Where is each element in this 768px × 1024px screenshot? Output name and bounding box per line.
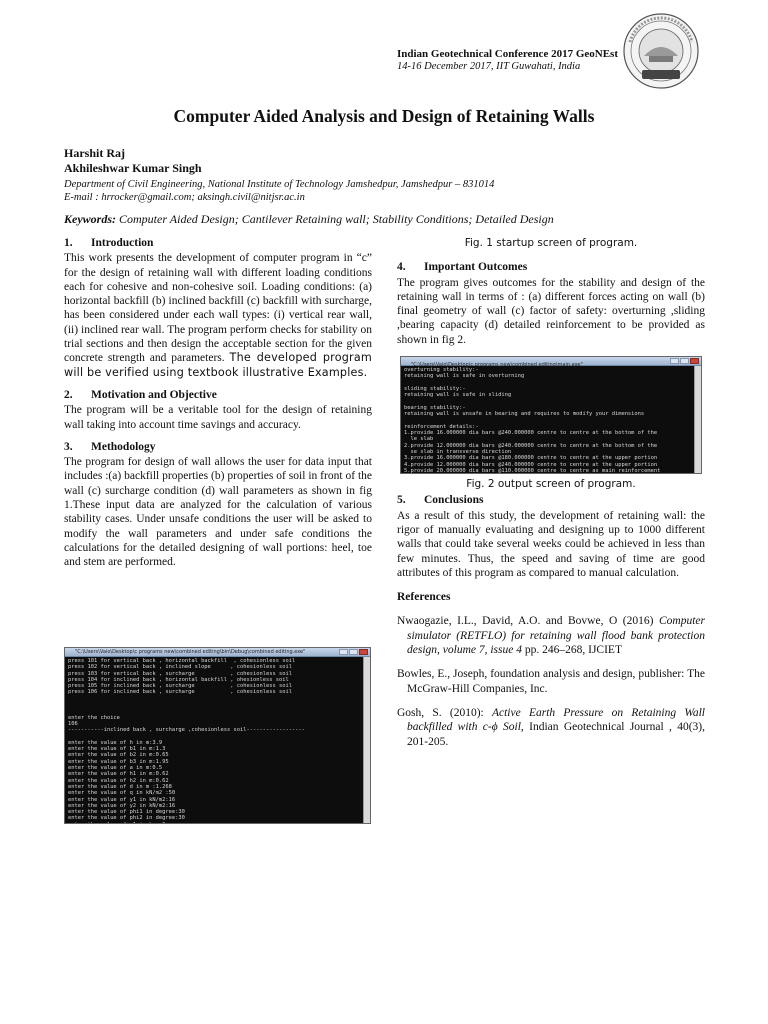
conference-date: 14-16 December 2017, IIT Guwahati, India [396, 61, 581, 72]
console-line: 106 [68, 720, 78, 727]
console-output [401, 366, 701, 474]
section-heading-introduction: 1. Introduction [64, 237, 154, 249]
references-heading: References [397, 591, 451, 604]
figure-2-console-screenshot [400, 356, 702, 474]
keywords [64, 212, 704, 227]
console-line: sliding stability:- [404, 385, 466, 392]
console-line: press 103 for vertical back , surcharge , cohesionless soil [68, 670, 292, 677]
console-line: enter the value of phi1 in degree:30 [68, 809, 185, 816]
console-titlebar [65, 648, 370, 657]
console-line: 5.provide 20.000000 dia bars @110.000000 centre to centre as main reinforcement [404, 467, 661, 474]
figure-1-console-screenshot [64, 647, 371, 824]
console-output [65, 657, 370, 824]
reference-item: Nwaogazie, I.L., David, A.O. and Bovwe, O (2016) Computer simulator (RETFLO) for retaining wall flood bank protection design, volume 7, issue 4 pp. 246–268, IJCIET [397, 615, 705, 657]
console-scrollbar [694, 366, 701, 473]
console-line: enter the choice [68, 714, 120, 721]
console-line: enter the value of b2 in m:0.65 [68, 752, 169, 759]
console-line: retaining wall is safe in sliding [404, 392, 512, 399]
console-line: press 104 for inclined back , horizontal backfill , ohesionless soil [68, 676, 289, 683]
console-line: se slab in transverse direction [404, 448, 512, 455]
section-body-outcomes: The program gives outcomes for the stability and design of the retaining wall in terms of : (a) different forces acting on wall (b) final geometry of wall (c) factor of safety: overturning ,sliding ,bearing capacity (d) detailed reinforcement to be provided as shown in fig 2. [397, 276, 705, 346]
minimize-icon [670, 358, 679, 364]
console-line [68, 822, 367, 824]
author-block [64, 146, 704, 204]
intro-sans-sentence: The developed program will be verified using textbook illustrative Examples. [64, 351, 372, 379]
console-line: press 106 for inclined back , surcharge , cohesionless soil [68, 689, 292, 696]
section-heading-methodology: 3. Methodology [64, 440, 156, 453]
paper-title: Computer Aided Analysis and Design of Retaining Walls [173, 106, 595, 126]
section-body-motivation: The program will be a veritable tool for the design of retaining wall taking into account time savings and accuracy. [64, 404, 372, 431]
figure-2-caption: Fig. 2 output screen of program. [466, 478, 636, 491]
console-line: enter the value of b3 in m:1.95 [68, 758, 169, 765]
keywords-label: Keywords: [64, 212, 116, 226]
left-column [64, 236, 372, 570]
maximize-icon [680, 358, 689, 364]
keywords-text: Computer Aided Design; Cantilever Retaining wall; Stability Conditions; Detailed Design [119, 212, 554, 226]
console-scrollbar [363, 657, 370, 823]
console-line: enter the value of h2 in m:0.62 [68, 777, 169, 784]
console-window-title: "C:\Users\Vaio\Desktop\c programs new\combined editing\bin\Debug\combined editing.exe" [75, 649, 306, 655]
author-name: Akhileshwar Kumar Singh [64, 161, 202, 175]
conference-header [397, 48, 618, 72]
section-body-conclusions: As a result of this study, the development of retaining wall: the rigor of manually evaluating and designing up to 1000 different walls that could take several weeks could be achieved in less than few minutes. Thus, the speed and saving of time are good attributes of this program as compared to manual calculation. [397, 509, 705, 579]
console-line: retaining wall is safe in overturning [404, 373, 525, 380]
console-line: -----------inclined back , surcharge ,cohesionless soil------------------ [68, 727, 305, 734]
console-line: 4.provide 12.000000 dia bars @240.000000 centre to centre at the upper portion [404, 461, 658, 468]
author-email: E-mail : hrrocker@gmail.com; aksingh.civil@nitjsr.ac.in [64, 192, 305, 203]
right-column [397, 236, 705, 759]
section-body-methodology: The program for design of wall allows the user for data input that includes :(a) backfill properties (b) properties of soil in front of the wall (c) surcharge condition (d) wall parameters as shown in fig 1.These input data are analyzed for the calculation of various stability cases. Under unsafe conditions the user will be asked to modify the wall parameters and under safe conditions the calculations for the detailed designing of wall portions: heel, toe and stem are performed. [64, 456, 372, 569]
close-icon [359, 649, 368, 655]
reference-item: Bowles, E., Joseph, foundation analysis and design, publisher: The McGraw-Hill Companies, Inc. [397, 668, 705, 695]
window-controls [339, 649, 368, 655]
console-line: 1.provide 16.000000 dia bars @240.000000 centre to centre at the bottom of the [404, 430, 658, 437]
console-line: press 105 for inclined back , surcharge , cohesionless soil [68, 683, 292, 690]
console-line: 3.provide 16.000000 dia bars @180.000000 centre to centre at the upper portion [404, 455, 658, 462]
console-line: press 102 for vertical back , inclined slope , cohesionless soil [68, 664, 292, 671]
console-line: le slab [404, 436, 434, 443]
references [397, 590, 705, 749]
console-line: enter the value of d in m :1.268 [68, 783, 172, 790]
console-line: overturning stability:- [404, 367, 479, 374]
console-line: enter the value of phi2 in degree:30 [68, 815, 185, 822]
close-icon [690, 358, 699, 364]
reference-item: Gosh, S. (2010): Active Earth Pressure on Retaining Wall backfilled with c-ϕ Soil, Indian Geotechnical Journal , 40(3), 201-205. [397, 706, 705, 748]
console-line: bearing stability:- [404, 404, 466, 411]
console-titlebar [401, 357, 701, 369]
conference-name: Indian Geotechnical Conference 2017 GeoNEst [396, 48, 618, 60]
console-line: press 101 for vertical back , horizontal backfill , cohesionless soil [68, 658, 296, 664]
console-line: reinforcement details:- [404, 423, 479, 430]
author-name: Harshit Raj [64, 146, 125, 160]
console-line: retaining wall is unsafe in bearing and requires to modify your dimensions [404, 411, 645, 418]
console-line: enter the value of b1 in m:1.3 [68, 746, 166, 753]
console-line: enter the value of h in m:3.9 [68, 739, 163, 746]
console-line: enter the value of y2 in kN/m2:16 [68, 802, 176, 809]
console-line: enter the value of a in m:0.5 [68, 765, 163, 772]
affiliation: Department of Civil Engineering, National Institute of Technology Jamshedpur, Jamshedpur – 831014 [64, 179, 495, 190]
section-heading-motivation: 2. Motivation and Objective [64, 388, 217, 401]
section-heading-conclusions: 5. Conclusions [397, 494, 484, 507]
conference-seal-logo [622, 12, 700, 90]
section-heading-outcomes: 4. Important Outcomes [397, 261, 528, 274]
console-window-title: "C:\Users\Vaio\Desktop\c programs new\combined editing\main.exe" [411, 362, 583, 369]
maximize-icon [349, 649, 358, 655]
window-controls [670, 358, 699, 364]
console-line: enter the value of y1 in kN/m2:16 [68, 796, 176, 803]
console-line: enter the value of h1 in m:0.62 [68, 771, 169, 778]
figure-1-caption: Fig. 1 startup screen of program. [464, 237, 638, 249]
console-line: enter the value of q in kN/m2 :50 [68, 790, 176, 797]
minimize-icon [339, 649, 348, 655]
console-line: 2.provide 12.000000 dia bars @240.000000 centre to centre at the bottom of the [404, 442, 658, 449]
section-body-introduction: This work presents the development of computer program in “c” for the design of retaining wall with different loading conditions each for cohesive and non-cohesive soil. Loading conditions: (a) horizontal backfill (b) inclined backfill (c) backfill with surcharge, has been considered under each wall types: (i) vertical rear wall, (ii) inclined rear wall. The program perform checks for stability on trial sections and then design the acceptable section for the given concrete strength and parameters. The developed program will be verified using textbook illustrative Examples. [64, 252, 372, 379]
